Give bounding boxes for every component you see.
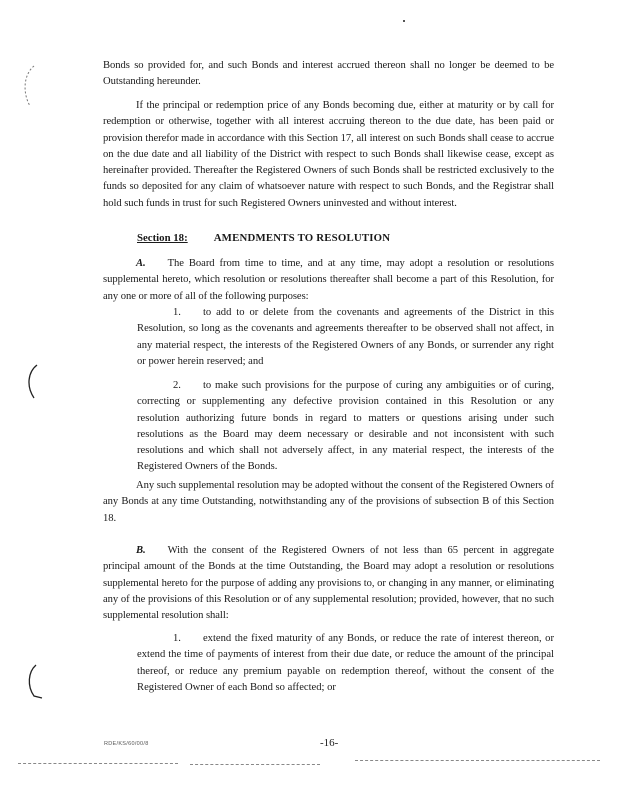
subsection-b bbox=[103, 543, 554, 624]
section-heading bbox=[137, 230, 390, 246]
punch-mark-top bbox=[16, 62, 40, 112]
punch-mark-middle bbox=[22, 362, 42, 402]
subsection-b-label: B. bbox=[136, 545, 146, 556]
list-item-a2 bbox=[137, 378, 554, 476]
scan-artifact-line-left bbox=[18, 763, 178, 764]
list-item-b1-text: extend the fixed maturity of any Bonds, or reduce the rate of interest thereon, or extend the time of payments of interest from their due date, or reduce the amount of the principal thereof, or reduce any premium payable on redemption thereof, without the consent of the Registered Owner of each Bond so affected; or bbox=[137, 633, 554, 693]
scan-artifact-line-right bbox=[355, 760, 600, 761]
paragraph-continued: Bonds so provided for, and such Bonds and interest accrued thereon shall no longer be deemed to be Outstanding hereunder. bbox=[103, 60, 554, 88]
section-title: AMENDMENTS TO RESOLUTION bbox=[213, 232, 391, 244]
list-item-a1-number: 1. bbox=[173, 307, 181, 318]
footer-document-code: RDE/KS/60/00/8 bbox=[104, 741, 149, 747]
list-item-a1 bbox=[137, 305, 554, 370]
subsection-a-label: A. bbox=[136, 258, 146, 269]
scan-speck bbox=[403, 20, 405, 22]
paragraph-supplemental: Any such supplemental resolution may be adopted without the consent of the Registered Owners of any Bonds at any time Outstanding, notwithstanding any of the provisions of subsection B of this Section 18. bbox=[103, 480, 554, 524]
scan-artifact-line-middle bbox=[190, 764, 320, 765]
subsection-b-text: With the consent of the Registered Owners of not less than 65 percent in aggregate principal amount of the Bonds at the time Outstanding, the Board may adopt a resolution or resolutions supplemental hereto for the purpose of adding any provisions to, or changing in any manner, or eliminating any of the provisions of this Resolution or of any supplemental resolution; provided, however, that no such supplemental resolution shall: bbox=[103, 545, 554, 622]
subsection-a bbox=[103, 256, 554, 305]
paragraph-principal-redemption: If the principal or redemption price of any Bonds becoming due, either at maturity or by call for redemption or otherwise, together with all interest accruing thereon to the due date, has been paid or provision therefor made in accordance with this Section 17, all interest on such Bonds shall cease to accrue on the due date and all liability of the District with respect to such Bonds shall likewise cease, except as hereinafter provided. Thereafter the Registered Owners of such Bonds shall be restricted exclusively to the funds so deposited for any claim of whatsoever nature with respect to such Bonds, and the Registrar shall hold such funds in trust for such Registered Owners uninvested and without interest. bbox=[103, 100, 554, 209]
list-item-a2-number: 2. bbox=[173, 380, 181, 391]
list-item-b1-number: 1. bbox=[173, 633, 181, 644]
punch-mark-bottom bbox=[22, 662, 46, 702]
list-item-a1-text: to add to or delete from the covenants and agreements of the District in this Resolution, so long as the covenants and agreements thereafter to be observed shall not affect, in any material respect, the interests of the Registered Owners of any Bonds, or surrender any right or power herein reserved; and bbox=[137, 307, 554, 367]
list-item-b1 bbox=[137, 631, 554, 696]
page-number: -16- bbox=[320, 737, 339, 749]
list-item-a2-text: to make such provisions for the purpose of curing any ambiguities or of curing, correcting or supplementing any defective provision contained in this Resolution or any resolution authorizing future bonds in regard to matters or questions arising under such resolutions as the Board may deem necessary or desirable and not inconsistent with such resolutions and which shall not adversely affect, in any material respect, the interests of the Registered Owners of the Bonds. bbox=[137, 380, 554, 473]
subsection-a-text: The Board from time to time, and at any time, may adopt a resolution or resolutions supplemental hereto, which resolution or resolutions thereafter shall become a part of this Resolution, for any one or more of all of the following purposes: bbox=[103, 258, 554, 302]
section-number: Section 18: bbox=[137, 232, 188, 244]
